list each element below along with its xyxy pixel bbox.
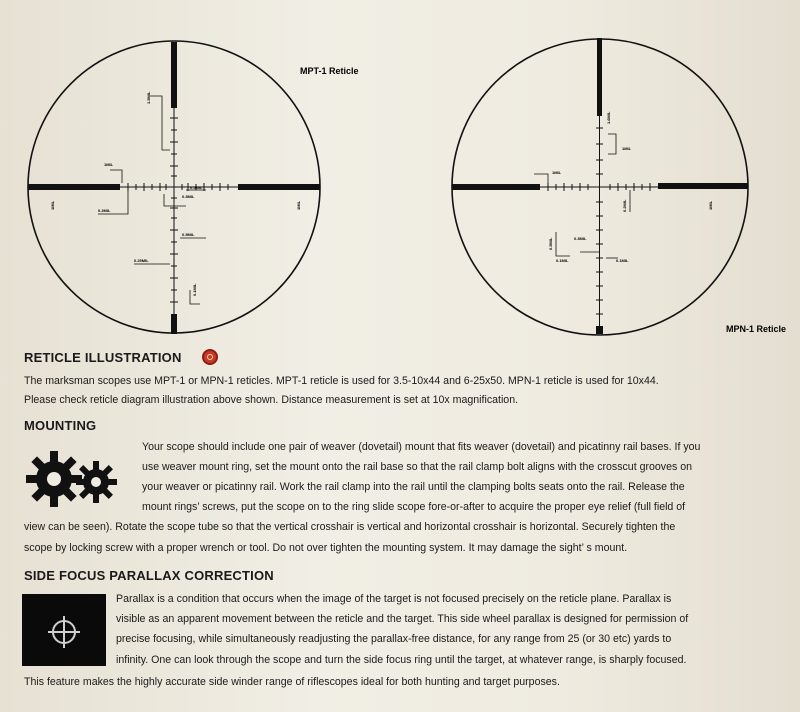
mounting-text-line: your weaver or picatinny rail. Work the rail clamp into the rail until the clamping bolts seats onto the rail. Release the xyxy=(142,481,685,493)
mounting-heading: MOUNTING xyxy=(24,418,97,433)
right-mark: 0.3MIL xyxy=(574,236,587,241)
right-mark: 1MIL xyxy=(708,200,713,210)
left-mark: 0.1MIL xyxy=(192,283,197,296)
mounting-text-line: view can be seen). Rotate the scope tube so that the vertical crosshair is vertical and horizontal crosshair is horizontal. Securely tighten the xyxy=(24,521,676,533)
right-mark: 1MIL xyxy=(622,146,632,151)
left-mark: 1.5MIL xyxy=(146,91,151,104)
crosshair-icon xyxy=(22,594,106,666)
right-mark: 0.1MIL xyxy=(616,258,629,263)
right-mark: 0.1MIL xyxy=(556,258,569,263)
left-mark: 0.5MIL xyxy=(190,185,203,190)
right-mark: 1.6MIL xyxy=(606,111,611,124)
left-mark: 1MIL xyxy=(296,200,301,210)
mounting-text-line: use weaver mount ring, set the mount onto the rail base so that the rail clamp bolt aligns with the crosscut grooves on xyxy=(142,461,692,473)
mounting-text-line: scope by locking screw with a proper wrench or tool. Do not over tighten the mounting system. It may damage the sight’ s mount. xyxy=(24,542,628,554)
gears-icon xyxy=(24,446,124,512)
red-circle-icon xyxy=(202,349,218,365)
parallax-text-line: infinity. One can look through the scope and turn the side focus ring until the target, at whatever range, is sharply focused. xyxy=(116,654,687,666)
reticle-text-line: The marksman scopes use MPT-1 or MPN-1 reticles. MPT-1 reticle is used for 3.5-10x44 and 6-25x50. MPN-1 reticle is used for 10x44. xyxy=(24,375,659,387)
right-mark: 1MIL xyxy=(552,170,562,175)
reticle-heading: RETICLE ILLUSTRATION xyxy=(24,350,182,365)
left-mark: 1MIL xyxy=(50,200,55,210)
mpn1-reticle-diagram xyxy=(440,0,800,345)
parallax-text-line: This feature makes the highly accurate side winder range of riflescopes ideal for both hunting and target purposes. xyxy=(24,676,560,688)
right-mark: 0.2MIL xyxy=(622,199,627,212)
parallax-text-line: precise focusing, while simultaneously readjusting the parallax-free distance, for any range from 25 (or 30 etc) yards to xyxy=(116,633,672,645)
parallax-text-line: Parallax is a condition that occurs when the image of the target is not focused precisely on the reticle plane. Parallax is xyxy=(116,593,672,605)
left-mark: 0.5MIL xyxy=(182,232,195,237)
mounting-text-line: mount rings’ screws, put the scope on to the ring slide scope fore-or-after to acquire the proper eye relief (full field of xyxy=(142,501,686,513)
left-mark: 1MIL xyxy=(104,162,114,167)
left-mark: 0.25MIL xyxy=(134,258,149,263)
left-mark: 0.3MIL xyxy=(182,194,195,199)
reticle-text-line: Please check reticle diagram illustration above shown. Distance measurement is set at 10x magnification. xyxy=(24,394,519,406)
parallax-heading: SIDE FOCUS PARALLAX CORRECTION xyxy=(24,568,274,583)
mpn1-label: MPN-1 Reticle xyxy=(726,324,787,334)
parallax-text-line: visible as an apparent movement between the reticle and the target. This side wheel parallax is designed for permission of xyxy=(116,613,689,625)
mpt1-reticle-diagram xyxy=(0,0,360,345)
mounting-text-line: Your scope should include one pair of weaver (dovetail) mount that fits weaver (dovetail) and picatinny rail bases. If you xyxy=(142,441,701,453)
mpt1-label: MPT-1 Reticle xyxy=(300,66,359,76)
right-mark: 0.5MIL xyxy=(548,237,553,250)
crosshair-icon-box xyxy=(22,594,106,666)
left-mark: 0.2MIL xyxy=(98,208,111,213)
